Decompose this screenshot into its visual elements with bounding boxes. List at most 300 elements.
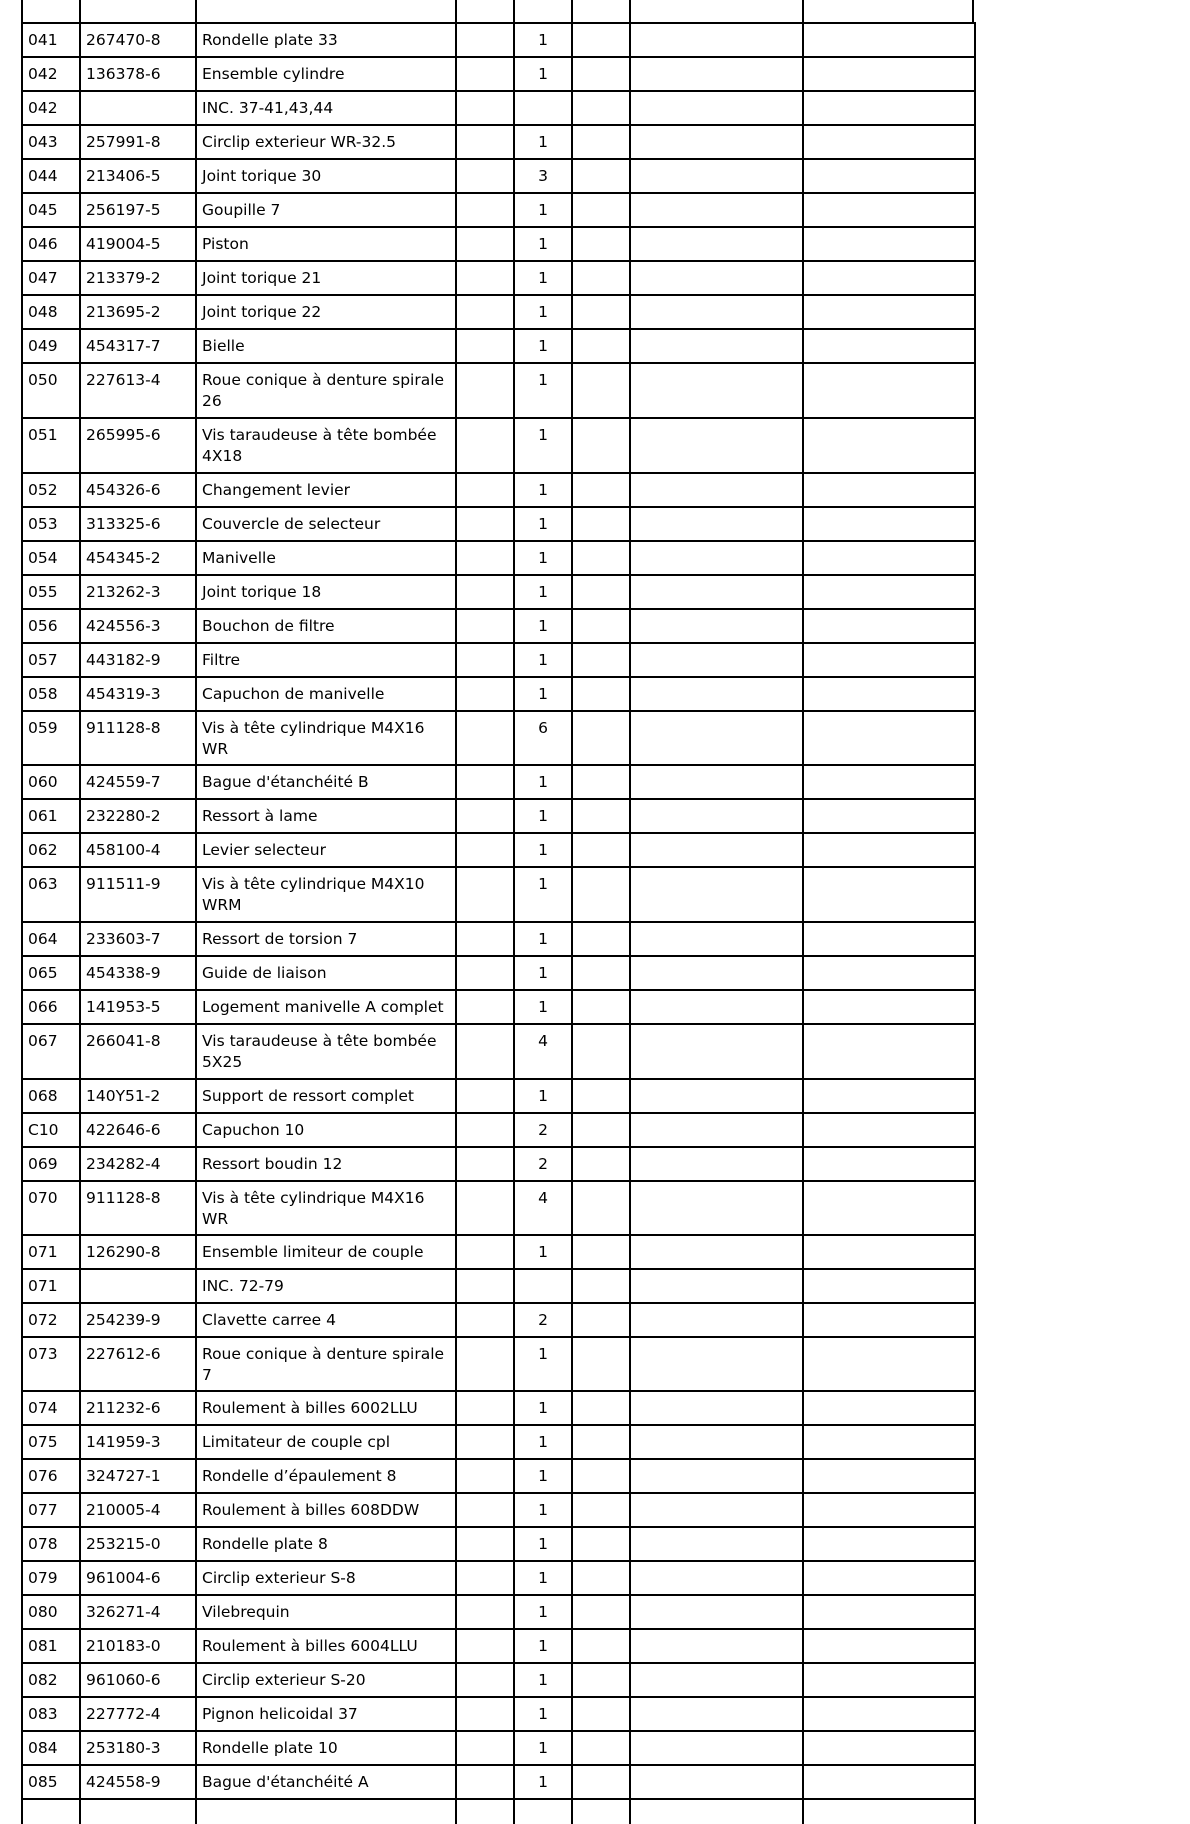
quantity-cell: 1 bbox=[514, 833, 572, 867]
table-row bbox=[22, 765, 975, 799]
empty-cell bbox=[456, 473, 514, 507]
part-reference-cell: 454345-2 bbox=[80, 541, 196, 575]
quantity-cell: 1 bbox=[514, 1235, 572, 1269]
part-reference-cell: 324727-1 bbox=[80, 1459, 196, 1493]
empty-cell bbox=[456, 1561, 514, 1595]
description-cell: Couvercle de selecteur bbox=[196, 507, 456, 541]
empty-cell bbox=[572, 23, 630, 57]
table-row bbox=[22, 1024, 975, 1079]
empty-cell bbox=[803, 1595, 975, 1629]
empty-cell bbox=[803, 765, 975, 799]
empty-cell bbox=[803, 990, 975, 1024]
part-reference-cell: 140Y51-2 bbox=[80, 1079, 196, 1113]
empty-cell bbox=[456, 1765, 514, 1799]
empty-cell bbox=[803, 1147, 975, 1181]
description-cell: Circlip exterieur S-8 bbox=[196, 1561, 456, 1595]
table-row bbox=[22, 1459, 975, 1493]
empty-cell bbox=[572, 1269, 630, 1303]
table-row bbox=[22, 1663, 975, 1697]
quantity-cell: 1 bbox=[514, 1765, 572, 1799]
table-row bbox=[22, 1113, 975, 1147]
item-number-cell: 052 bbox=[22, 473, 80, 507]
empty-cell bbox=[630, 57, 803, 91]
part-reference-cell: 458100-4 bbox=[80, 833, 196, 867]
table-row bbox=[22, 990, 975, 1024]
part-reference-cell: 254239-9 bbox=[80, 1303, 196, 1337]
empty-cell bbox=[630, 541, 803, 575]
description-cell: Bielle bbox=[196, 329, 456, 363]
empty-cell bbox=[572, 1731, 630, 1765]
item-number-cell: 062 bbox=[22, 833, 80, 867]
empty-cell bbox=[803, 227, 975, 261]
empty-cell bbox=[630, 125, 803, 159]
empty-cell bbox=[630, 1765, 803, 1799]
item-number-cell: 044 bbox=[22, 159, 80, 193]
item-number-cell: 050 bbox=[22, 363, 80, 418]
empty-cell bbox=[572, 125, 630, 159]
part-reference-cell: 213406-5 bbox=[80, 159, 196, 193]
table-row bbox=[22, 159, 975, 193]
table-row bbox=[22, 227, 975, 261]
item-number-cell: 073 bbox=[22, 1337, 80, 1391]
empty-cell bbox=[803, 1493, 975, 1527]
empty-cell bbox=[803, 1269, 975, 1303]
empty-cell bbox=[803, 922, 975, 956]
empty-cell bbox=[456, 261, 514, 295]
quantity-cell: 1 bbox=[514, 541, 572, 575]
empty-cell bbox=[630, 1629, 803, 1663]
part-reference-cell bbox=[80, 91, 196, 125]
empty-cell bbox=[803, 363, 975, 418]
item-number-cell: 077 bbox=[22, 1493, 80, 1527]
empty-cell bbox=[803, 57, 975, 91]
empty-cell bbox=[803, 1527, 975, 1561]
quantity-cell: 1 bbox=[514, 1493, 572, 1527]
quantity-cell: 1 bbox=[514, 1595, 572, 1629]
part-reference-cell: 253215-0 bbox=[80, 1527, 196, 1561]
table-row bbox=[22, 1493, 975, 1527]
description-cell: Capuchon 10 bbox=[196, 1113, 456, 1147]
empty-cell bbox=[572, 1425, 630, 1459]
part-reference-cell: 424559-7 bbox=[80, 765, 196, 799]
item-number-cell: 067 bbox=[22, 1024, 80, 1079]
column-rule bbox=[802, 0, 804, 24]
description-cell: Circlip exterieur S-20 bbox=[196, 1663, 456, 1697]
quantity-cell: 1 bbox=[514, 473, 572, 507]
description-cell: Roulement à billes 6004LLU bbox=[196, 1629, 456, 1663]
quantity-cell: 1 bbox=[514, 1079, 572, 1113]
empty-cell bbox=[630, 1269, 803, 1303]
description-cell: Levier selecteur bbox=[196, 833, 456, 867]
quantity-cell: 1 bbox=[514, 956, 572, 990]
empty-cell bbox=[630, 1181, 803, 1235]
empty-cell bbox=[572, 295, 630, 329]
empty-cell bbox=[572, 765, 630, 799]
part-reference-cell: 227613-4 bbox=[80, 363, 196, 418]
description-cell: Vis taraudeuse à tête bombée 5X25 bbox=[196, 1024, 456, 1079]
empty-cell bbox=[630, 363, 803, 418]
item-number-cell: 057 bbox=[22, 643, 80, 677]
part-reference-cell: 313325-6 bbox=[80, 507, 196, 541]
part-reference-cell: 911128-8 bbox=[80, 711, 196, 765]
description-cell: Rondelle plate 33 bbox=[196, 23, 456, 57]
empty-cell bbox=[630, 261, 803, 295]
empty-cell bbox=[803, 1697, 975, 1731]
empty-cell bbox=[630, 677, 803, 711]
column-rule bbox=[21, 0, 23, 24]
empty-cell bbox=[803, 1731, 975, 1765]
empty-cell bbox=[572, 833, 630, 867]
description-cell: Roulement à billes 608DDW bbox=[196, 1493, 456, 1527]
description-cell: Vis à tête cylindrique M4X10 WRM bbox=[196, 867, 456, 922]
empty-cell bbox=[572, 227, 630, 261]
item-number-cell: 070 bbox=[22, 1181, 80, 1235]
table-row bbox=[22, 1235, 975, 1269]
table-row bbox=[22, 1629, 975, 1663]
empty-cell bbox=[630, 295, 803, 329]
empty-cell bbox=[630, 990, 803, 1024]
quantity-cell: 1 bbox=[514, 922, 572, 956]
empty-cell bbox=[456, 1527, 514, 1561]
quantity-cell: 1 bbox=[514, 193, 572, 227]
part-reference-cell: 961004-6 bbox=[80, 1561, 196, 1595]
empty-cell bbox=[456, 1595, 514, 1629]
empty-cell bbox=[572, 329, 630, 363]
item-number-cell: 072 bbox=[22, 1303, 80, 1337]
empty-cell bbox=[456, 643, 514, 677]
empty-cell bbox=[803, 867, 975, 922]
empty-cell bbox=[630, 1235, 803, 1269]
item-number-cell: 056 bbox=[22, 609, 80, 643]
description-cell: Bague d'étanchéité B bbox=[196, 765, 456, 799]
quantity-cell: 1 bbox=[514, 609, 572, 643]
part-reference-cell: 141959-3 bbox=[80, 1425, 196, 1459]
empty-cell bbox=[572, 1765, 630, 1799]
part-reference-cell: 266041-8 bbox=[80, 1024, 196, 1079]
empty-cell bbox=[572, 1181, 630, 1235]
part-reference-cell: 256197-5 bbox=[80, 193, 196, 227]
empty-cell bbox=[456, 329, 514, 363]
table-row bbox=[22, 1731, 975, 1765]
description-cell: Vis taraudeuse à tête bombée 4X18 bbox=[196, 418, 456, 473]
table-row bbox=[22, 1269, 975, 1303]
empty-cell bbox=[803, 1235, 975, 1269]
quantity-cell: 1 bbox=[514, 575, 572, 609]
empty-cell bbox=[630, 329, 803, 363]
table-row-continuation bbox=[22, 1799, 975, 1824]
description-cell: Rondelle plate 8 bbox=[196, 1527, 456, 1561]
quantity-cell: 1 bbox=[514, 418, 572, 473]
empty-cell bbox=[803, 295, 975, 329]
empty-cell bbox=[803, 1663, 975, 1697]
part-reference-cell: 267470-8 bbox=[80, 23, 196, 57]
description-cell: Ressort boudin 12 bbox=[196, 1147, 456, 1181]
description-cell: Capuchon de manivelle bbox=[196, 677, 456, 711]
table-row bbox=[22, 643, 975, 677]
part-reference-cell: 265995-6 bbox=[80, 418, 196, 473]
empty-cell bbox=[572, 363, 630, 418]
empty-cell bbox=[456, 91, 514, 125]
empty-cell bbox=[803, 1765, 975, 1799]
description-cell: Bague d'étanchéité A bbox=[196, 1765, 456, 1799]
empty-cell bbox=[456, 23, 514, 57]
quantity-cell: 1 bbox=[514, 1391, 572, 1425]
description-cell: Vis à tête cylindrique M4X16 WR bbox=[196, 1181, 456, 1235]
empty-cell bbox=[803, 643, 975, 677]
description-cell: Ressort à lame bbox=[196, 799, 456, 833]
empty-cell bbox=[572, 1799, 630, 1824]
item-number-cell: 048 bbox=[22, 295, 80, 329]
part-reference-cell: 424556-3 bbox=[80, 609, 196, 643]
empty-cell bbox=[803, 1337, 975, 1391]
item-number-cell: 065 bbox=[22, 956, 80, 990]
description-cell: Limitateur de couple cpl bbox=[196, 1425, 456, 1459]
empty-cell bbox=[456, 1493, 514, 1527]
table-row bbox=[22, 575, 975, 609]
item-number-cell: 063 bbox=[22, 867, 80, 922]
description-cell: Piston bbox=[196, 227, 456, 261]
description-cell: Bouchon de filtre bbox=[196, 609, 456, 643]
empty-cell bbox=[630, 1147, 803, 1181]
quantity-cell: 1 bbox=[514, 1663, 572, 1697]
empty-cell bbox=[456, 677, 514, 711]
description-cell: Roue conique à denture spirale 26 bbox=[196, 363, 456, 418]
empty-cell bbox=[803, 711, 975, 765]
empty-cell bbox=[456, 990, 514, 1024]
description-cell: Manivelle bbox=[196, 541, 456, 575]
description-cell: Filtre bbox=[196, 643, 456, 677]
item-number-cell: 051 bbox=[22, 418, 80, 473]
part-reference-cell: 443182-9 bbox=[80, 643, 196, 677]
empty-cell bbox=[630, 1663, 803, 1697]
empty-cell bbox=[803, 1425, 975, 1459]
table-row bbox=[22, 91, 975, 125]
table-row bbox=[22, 1765, 975, 1799]
item-number-cell: 055 bbox=[22, 575, 80, 609]
empty-cell bbox=[456, 295, 514, 329]
description-cell: Rondelle plate 10 bbox=[196, 1731, 456, 1765]
empty-cell bbox=[456, 1181, 514, 1235]
empty-cell bbox=[572, 1663, 630, 1697]
item-number-cell: 042 bbox=[22, 91, 80, 125]
empty-cell bbox=[456, 922, 514, 956]
empty-cell bbox=[572, 418, 630, 473]
empty-cell bbox=[456, 1663, 514, 1697]
table-row bbox=[22, 1181, 975, 1235]
empty-cell bbox=[803, 261, 975, 295]
quantity-cell: 1 bbox=[514, 1337, 572, 1391]
empty-cell bbox=[630, 1391, 803, 1425]
empty-cell bbox=[630, 91, 803, 125]
item-number-cell: 064 bbox=[22, 922, 80, 956]
empty-cell bbox=[456, 1391, 514, 1425]
empty-cell bbox=[572, 990, 630, 1024]
table-top-continuation bbox=[21, 0, 974, 22]
empty-cell bbox=[803, 1113, 975, 1147]
quantity-cell: 1 bbox=[514, 1459, 572, 1493]
empty-cell bbox=[572, 1527, 630, 1561]
empty-cell bbox=[803, 193, 975, 227]
empty-cell bbox=[803, 1799, 975, 1824]
empty-cell bbox=[572, 1459, 630, 1493]
table-row bbox=[22, 57, 975, 91]
part-reference-cell: 213379-2 bbox=[80, 261, 196, 295]
empty-cell bbox=[803, 799, 975, 833]
quantity-cell: 1 bbox=[514, 1425, 572, 1459]
quantity-cell: 1 bbox=[514, 329, 572, 363]
empty-cell bbox=[456, 765, 514, 799]
empty-cell bbox=[456, 541, 514, 575]
quantity-cell: 4 bbox=[514, 1024, 572, 1079]
quantity-cell: 1 bbox=[514, 990, 572, 1024]
table-row bbox=[22, 1079, 975, 1113]
item-number-cell: 046 bbox=[22, 227, 80, 261]
empty-cell bbox=[630, 193, 803, 227]
empty-cell bbox=[456, 1269, 514, 1303]
empty-cell bbox=[456, 711, 514, 765]
table-row bbox=[22, 922, 975, 956]
empty-cell bbox=[456, 1235, 514, 1269]
table-row bbox=[22, 609, 975, 643]
empty-cell bbox=[572, 1113, 630, 1147]
quantity-cell: 1 bbox=[514, 1561, 572, 1595]
table-row bbox=[22, 677, 975, 711]
item-number-cell: 053 bbox=[22, 507, 80, 541]
part-reference-cell: 454317-7 bbox=[80, 329, 196, 363]
item-number-cell: 078 bbox=[22, 1527, 80, 1561]
quantity-cell: 2 bbox=[514, 1147, 572, 1181]
item-number-cell: 082 bbox=[22, 1663, 80, 1697]
empty-cell bbox=[572, 575, 630, 609]
parts-table bbox=[21, 22, 976, 1824]
empty-cell bbox=[572, 1595, 630, 1629]
item-number-cell: 081 bbox=[22, 1629, 80, 1663]
empty-cell bbox=[630, 1561, 803, 1595]
empty-cell bbox=[572, 507, 630, 541]
column-rule bbox=[972, 0, 974, 24]
empty-cell bbox=[572, 159, 630, 193]
empty-cell bbox=[630, 575, 803, 609]
empty-cell bbox=[456, 363, 514, 418]
empty-cell bbox=[572, 643, 630, 677]
empty-cell bbox=[572, 57, 630, 91]
empty-cell bbox=[803, 329, 975, 363]
quantity-cell: 1 bbox=[514, 799, 572, 833]
empty-cell bbox=[630, 1303, 803, 1337]
description-cell: Support de ressort complet bbox=[196, 1079, 456, 1113]
table-row bbox=[22, 956, 975, 990]
empty-cell bbox=[572, 1629, 630, 1663]
part-reference-cell: 126290-8 bbox=[80, 1235, 196, 1269]
item-number-cell: 061 bbox=[22, 799, 80, 833]
part-reference-cell: 422646-6 bbox=[80, 1113, 196, 1147]
quantity-cell bbox=[514, 1269, 572, 1303]
empty-cell bbox=[803, 1079, 975, 1113]
column-rule bbox=[513, 0, 515, 24]
quantity-cell: 3 bbox=[514, 159, 572, 193]
empty-cell bbox=[572, 261, 630, 295]
empty-cell bbox=[630, 867, 803, 922]
part-reference-cell: 961060-6 bbox=[80, 1663, 196, 1697]
table-row bbox=[22, 507, 975, 541]
item-number-cell: 068 bbox=[22, 1079, 80, 1113]
empty-cell bbox=[572, 1235, 630, 1269]
description-cell: Ensemble cylindre bbox=[196, 57, 456, 91]
item-number-cell: C10 bbox=[22, 1113, 80, 1147]
quantity-cell: 1 bbox=[514, 1527, 572, 1561]
empty-cell bbox=[456, 1629, 514, 1663]
empty-cell bbox=[196, 1799, 456, 1824]
part-reference-cell: 911511-9 bbox=[80, 867, 196, 922]
quantity-cell: 1 bbox=[514, 1731, 572, 1765]
empty-cell bbox=[630, 159, 803, 193]
quantity-cell: 1 bbox=[514, 125, 572, 159]
empty-cell bbox=[630, 643, 803, 677]
quantity-cell: 1 bbox=[514, 765, 572, 799]
table-row bbox=[22, 261, 975, 295]
empty-cell bbox=[572, 91, 630, 125]
table-row bbox=[22, 1561, 975, 1595]
empty-cell bbox=[572, 1493, 630, 1527]
column-rule bbox=[629, 0, 631, 24]
empty-cell bbox=[572, 1079, 630, 1113]
empty-cell bbox=[630, 922, 803, 956]
empty-cell bbox=[22, 1799, 80, 1824]
item-number-cell: 071 bbox=[22, 1235, 80, 1269]
empty-cell bbox=[456, 867, 514, 922]
table-row bbox=[22, 1527, 975, 1561]
table-row bbox=[22, 295, 975, 329]
empty-cell bbox=[803, 1391, 975, 1425]
quantity-cell: 1 bbox=[514, 295, 572, 329]
empty-cell bbox=[572, 1561, 630, 1595]
empty-cell bbox=[456, 125, 514, 159]
quantity-cell: 4 bbox=[514, 1181, 572, 1235]
empty-cell bbox=[456, 1697, 514, 1731]
empty-cell bbox=[803, 418, 975, 473]
part-reference-cell: 424558-9 bbox=[80, 1765, 196, 1799]
table-row bbox=[22, 418, 975, 473]
item-number-cell: 069 bbox=[22, 1147, 80, 1181]
description-cell: Vilebrequin bbox=[196, 1595, 456, 1629]
item-number-cell: 085 bbox=[22, 1765, 80, 1799]
empty-cell bbox=[630, 1595, 803, 1629]
table-row bbox=[22, 1425, 975, 1459]
empty-cell bbox=[572, 867, 630, 922]
part-reference-cell: 211232-6 bbox=[80, 1391, 196, 1425]
table-row bbox=[22, 711, 975, 765]
empty-cell bbox=[456, 1147, 514, 1181]
empty-cell bbox=[456, 1337, 514, 1391]
empty-cell bbox=[803, 1303, 975, 1337]
table-row bbox=[22, 125, 975, 159]
description-cell: INC. 37-41,43,44 bbox=[196, 91, 456, 125]
empty-cell bbox=[456, 1303, 514, 1337]
empty-cell bbox=[803, 159, 975, 193]
empty-cell bbox=[630, 1079, 803, 1113]
column-rule bbox=[455, 0, 457, 24]
empty-cell bbox=[572, 1391, 630, 1425]
quantity-cell: 1 bbox=[514, 261, 572, 295]
table-row bbox=[22, 1337, 975, 1391]
part-reference-cell: 454326-6 bbox=[80, 473, 196, 507]
empty-cell bbox=[572, 711, 630, 765]
part-reference-cell bbox=[80, 1269, 196, 1303]
item-number-cell: 080 bbox=[22, 1595, 80, 1629]
column-rule bbox=[571, 0, 573, 24]
description-cell: Logement manivelle A complet bbox=[196, 990, 456, 1024]
table-row bbox=[22, 1147, 975, 1181]
